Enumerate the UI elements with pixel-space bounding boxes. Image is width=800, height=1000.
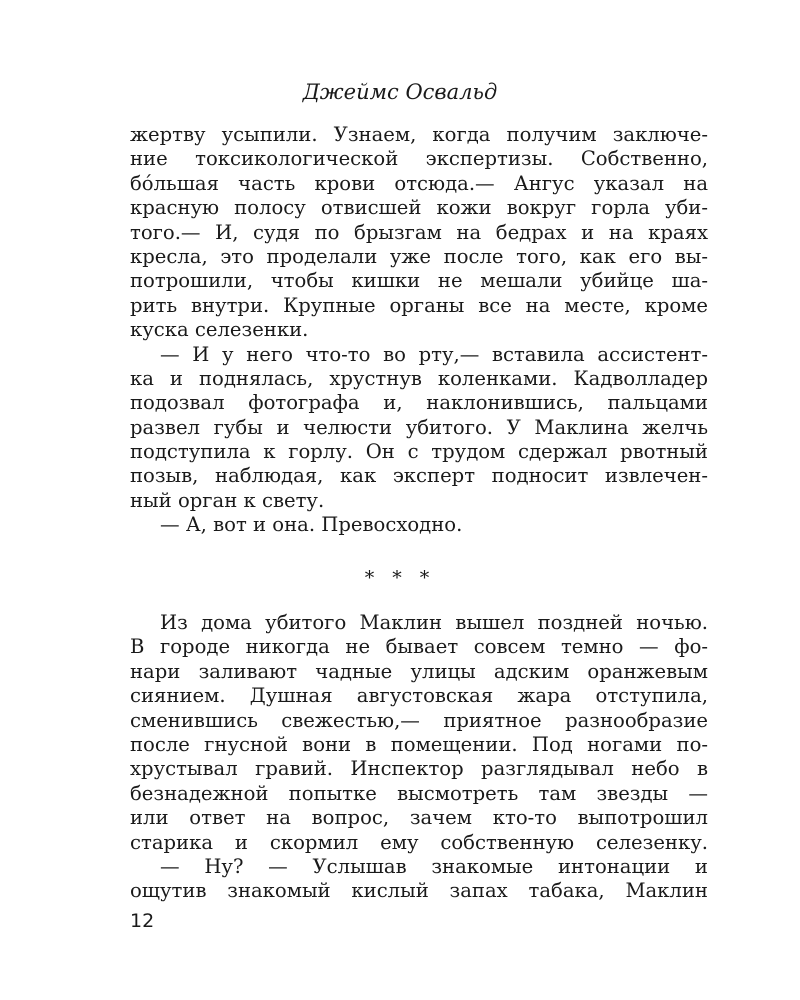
text-line: сиянием. Душная августовская жара отступила, <box>130 684 708 708</box>
text-line: старика и скормил ему собственную селезенку. <box>130 830 708 854</box>
text-line: — А, вот и она. Превосходно. <box>160 513 463 537</box>
text-line: после гнусной вони в помещении. Под ногами по- <box>130 732 708 756</box>
text-line: потрошили, чтобы кишки не мешали убийце ша- <box>130 269 708 293</box>
text-line: подозвал фотографа и, наклонившись, пальцами <box>130 391 708 415</box>
text-line: или ответ на вопрос, зачем кто-то выпотрошил <box>130 806 708 830</box>
text-line: — Ну? — Услышав знакомые интонации и <box>160 854 708 878</box>
text-line: ка и поднялась, хрустнув коленками. Кадволладер <box>130 366 708 390</box>
text-line: позыв, наблюдая, как эксперт подносит извлечен- <box>130 464 708 488</box>
section-separator: * * * <box>364 567 436 589</box>
text-line: красную полосу отвисшей кожи вокруг горла уби- <box>130 196 708 220</box>
text-line: В городе никогда не бывает совсем темно — фо- <box>130 635 708 659</box>
text-line: нари заливают чадные улицы адским оранжевым <box>130 659 708 683</box>
text-block-autopsy-scene <box>130 123 708 538</box>
text-line: сменившись свежестью,— приятное разнообразие <box>130 708 708 732</box>
text-line: бóльшая часть крови отсюда.— Ангус указал на <box>130 171 708 195</box>
text-line: ный орган к свету. <box>130 488 325 512</box>
text-line: кресла, это проделали уже после того, как его вы- <box>130 244 708 268</box>
text-line: — И у него что-то во рту,— вставила ассистент- <box>160 342 708 366</box>
text-block-night-exit <box>130 611 708 904</box>
text-line: хрустывал гравий. Инспектор разглядывал небо в <box>130 757 708 781</box>
text-line: ощутив знакомый кислый запах табака, Маклин <box>130 879 708 903</box>
text-line: того.— И, судя по брызгам на бедрах и на краях <box>130 220 708 244</box>
text-line: развел губы и челюсти убитого. У Маклина желчь <box>130 415 708 439</box>
text-line: жертву усыпили. Узнаем, когда получим заключе- <box>130 123 708 146</box>
text-line: ние токсикологической экспертизы. Собственно, <box>130 147 708 171</box>
running-header-author: Джеймс Освальд <box>302 80 498 104</box>
text-line: подступила к горлу. Он с трудом сдержал рвотный <box>130 440 708 464</box>
page-number: 12 <box>130 910 155 932</box>
text-line: Из дома убитого Маклин вышел поздней ночью. <box>160 611 708 634</box>
text-line: рить внутри. Крупные органы все на месте, кроме <box>130 293 708 317</box>
text-line: безнадежной попытке высмотреть там звезды — <box>130 781 708 805</box>
text-line: куска селезенки. <box>130 318 309 342</box>
